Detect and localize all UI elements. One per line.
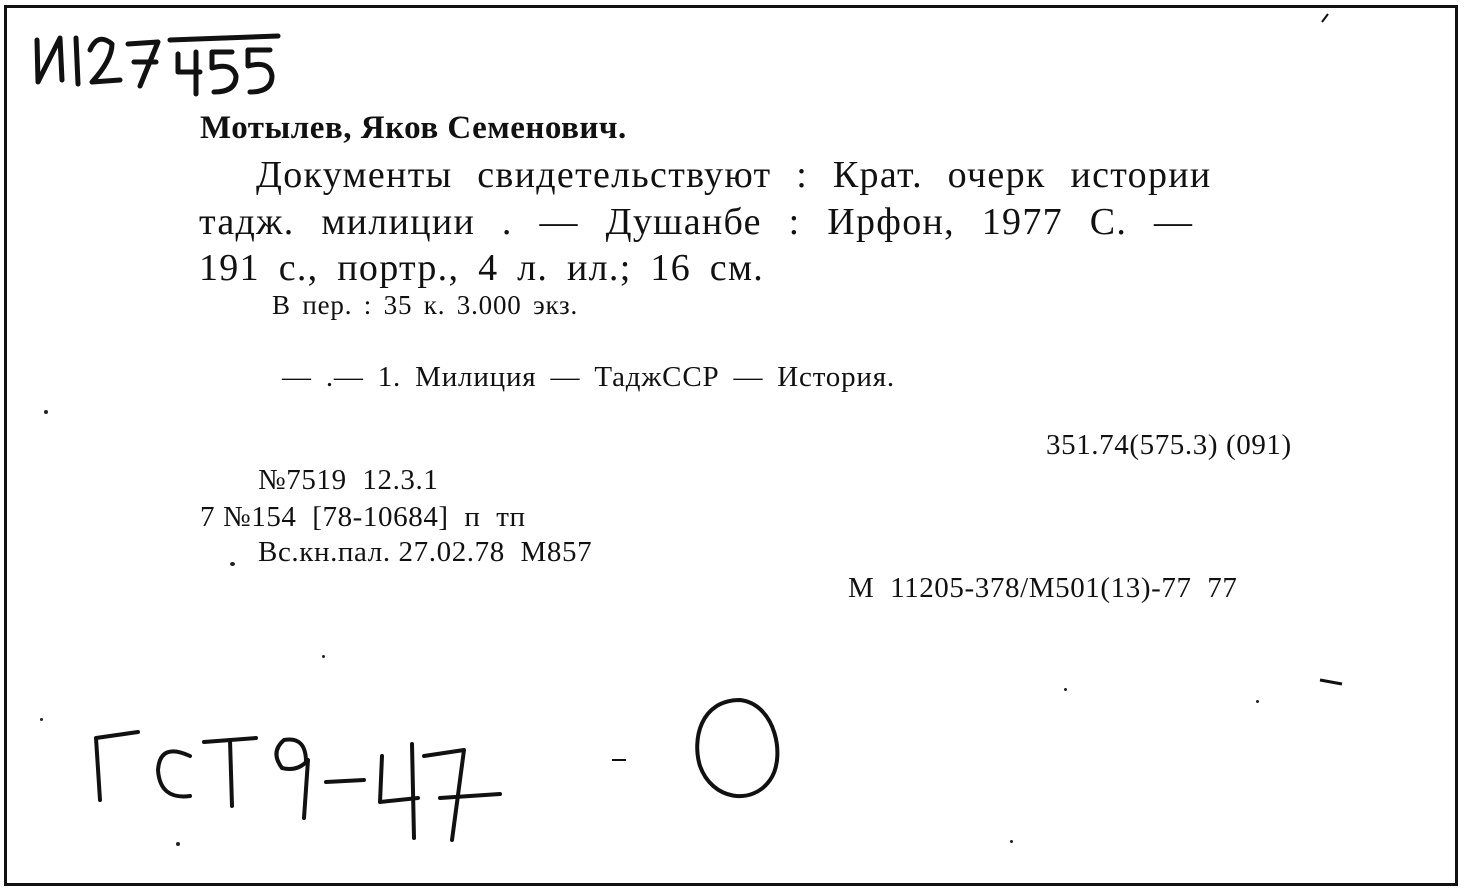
title-line-1: Документы свидетельствуют : Крат. очерк истории [256, 154, 1212, 196]
speck [1064, 688, 1067, 691]
subject-line: — .— 1. Милиция — ТаджССР — История. [282, 361, 895, 393]
speck [176, 842, 180, 846]
speck [40, 718, 43, 721]
bottom-handwritten-mark [96, 732, 500, 840]
handwritten-circle [697, 700, 777, 796]
top-handwritten-mark [37, 36, 278, 94]
book-chamber-line: Вс.кн.пал. 27.02.78 М857 [258, 536, 593, 568]
publication-code: М 11205-378/М501(13)-77 77 [848, 572, 1238, 604]
author-line: Мотылев, Яков Семенович. [200, 110, 627, 146]
corner-tick-mark [1322, 14, 1328, 22]
registration-line: 7 №154 [78-10684] п тп [200, 501, 526, 533]
speck [1256, 700, 1259, 703]
price-line: В пер. : 35 к. 3.000 экз. [272, 290, 579, 320]
right-dash-mark [1320, 680, 1342, 684]
speck [44, 410, 48, 414]
speck [230, 562, 235, 566]
classification-index: 351.74(575.3) (091) [1046, 429, 1292, 461]
title-line-2: тадж. милиции . — Душанбе : Ирфон, 1977 С. — [199, 201, 1194, 243]
speck [1010, 840, 1013, 843]
title-line-3: 191 с., портр., 4 л. ил.; 16 см. [199, 247, 765, 289]
speck [322, 655, 325, 658]
order-number: №7519 12.3.1 [258, 464, 439, 496]
